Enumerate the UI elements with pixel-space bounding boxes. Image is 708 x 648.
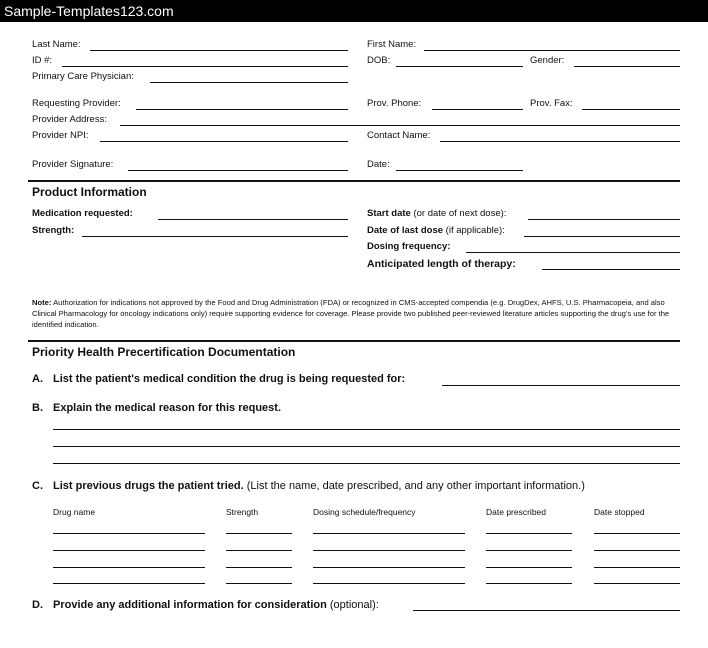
drug-table-cell[interactable] [53, 567, 205, 568]
section-divider-2 [28, 340, 680, 342]
col-date-prescribed: Date prescribed [486, 507, 547, 517]
drug-table-cell[interactable] [226, 583, 292, 584]
drug-table-cell[interactable] [226, 550, 292, 551]
drug-table-cell[interactable] [486, 550, 572, 551]
question-d-text [53, 599, 379, 611]
product-info-heading: Product Information [32, 185, 147, 199]
strength-label: Strength: [32, 225, 75, 236]
therapy-length-label: Anticipated length of therapy: [367, 258, 516, 270]
strength-field[interactable] [82, 236, 348, 237]
requesting-provider-label: Requesting Provider: [32, 98, 121, 109]
note-text: Authorization for indications not approved by the Food and Drug Administration (FDA) or recognized in CMS-accepted compendia (e.g. DrugDex, AHFS, U.S. Pharmacopeia, and also Clinical Pharmacology for oncology indications only) require supporting evidence for coverage. Please provide two published peer-reviewed literature articles supporting the drug's use for the identified indication. [32, 298, 670, 329]
requesting-provider-field[interactable] [136, 109, 348, 110]
provider-phone-field[interactable] [432, 109, 523, 110]
drug-table-cell[interactable] [313, 533, 465, 534]
site-banner: Sample-Templates123.com [0, 0, 708, 22]
gender-field[interactable] [574, 66, 680, 67]
provider-address-field[interactable] [120, 125, 680, 126]
question-b-letter: B. [32, 402, 43, 414]
col-dosing: Dosing schedule/frequency [313, 507, 416, 517]
question-b-line-3[interactable] [53, 463, 680, 464]
question-d-field[interactable] [413, 610, 680, 611]
question-b-line-1[interactable] [53, 429, 680, 430]
first-name-label: First Name: [367, 39, 417, 50]
start-date-bold: Start date [367, 208, 411, 219]
form-page [0, 22, 708, 648]
last-name-label: Last Name: [32, 39, 81, 50]
pcp-label: Primary Care Physician: [32, 71, 134, 82]
start-date-rest: (or date of next dose): [410, 208, 507, 219]
provider-fax-label: Prov. Fax: [530, 98, 573, 109]
question-d-main: Provide any additional information for consideration [53, 599, 327, 611]
provider-fax-field[interactable] [582, 109, 680, 110]
last-dose-rest: (if applicable): [443, 225, 505, 236]
question-c-main: List previous drugs the patient tried. [53, 480, 244, 492]
last-dose-label [367, 225, 505, 236]
start-date-field[interactable] [528, 219, 680, 220]
id-field[interactable] [62, 66, 348, 67]
drug-table-cell[interactable] [226, 533, 292, 534]
dosing-frequency-field[interactable] [466, 252, 680, 253]
medication-label: Medication requested: [32, 208, 133, 219]
question-c-sub: (List the name, date prescribed, and any other important information.) [243, 480, 585, 492]
question-a-text: List the patient's medical condition the drug is being requested for: [53, 373, 406, 385]
last-dose-bold: Date of last dose [367, 225, 444, 236]
drug-table-cell[interactable] [53, 583, 205, 584]
start-date-label [367, 208, 506, 219]
question-d-letter: D. [32, 599, 43, 611]
dosing-frequency-label: Dosing frequency: [367, 241, 451, 252]
drug-table-cell[interactable] [486, 583, 572, 584]
col-date-stopped: Date stopped [594, 507, 645, 517]
therapy-length-field[interactable] [542, 269, 680, 270]
provider-signature-label: Provider Signature: [32, 159, 114, 170]
last-name-field[interactable] [90, 50, 348, 51]
drug-table-cell[interactable] [53, 550, 205, 551]
drug-table-cell[interactable] [486, 533, 572, 534]
drug-table-cell[interactable] [594, 533, 680, 534]
question-c-letter: C. [32, 480, 43, 492]
dob-label: DOB: [367, 55, 391, 66]
question-b-line-2[interactable] [53, 446, 680, 447]
provider-npi-field[interactable] [100, 141, 348, 142]
contact-name-label: Contact Name: [367, 130, 431, 141]
question-a-letter: A. [32, 373, 43, 385]
section-divider [28, 180, 680, 182]
provider-signature-field[interactable] [128, 170, 348, 171]
question-a-field[interactable] [442, 385, 680, 386]
date-label: Date: [367, 159, 390, 170]
drug-table-cell[interactable] [226, 567, 292, 568]
gender-label: Gender: [530, 55, 565, 66]
note-label: Note: [32, 298, 52, 307]
drug-table-cell[interactable] [594, 583, 680, 584]
pcp-field[interactable] [150, 82, 348, 83]
provider-phone-label: Prov. Phone: [367, 98, 422, 109]
col-strength: Strength [226, 507, 259, 517]
drug-table-cell[interactable] [486, 567, 572, 568]
question-c-text [53, 480, 585, 492]
contact-name-field[interactable] [440, 141, 680, 142]
drug-table-cell[interactable] [53, 533, 205, 534]
last-dose-field[interactable] [524, 236, 680, 237]
date-field[interactable] [396, 170, 523, 171]
drug-table-cell[interactable] [313, 583, 465, 584]
question-d-sub: (optional): [326, 599, 379, 611]
drug-table-cell[interactable] [594, 567, 680, 568]
dob-field[interactable] [396, 66, 523, 67]
drug-table-cell[interactable] [313, 550, 465, 551]
first-name-field[interactable] [424, 50, 680, 51]
drug-table-cell[interactable] [594, 550, 680, 551]
id-label: ID #: [32, 55, 53, 66]
drug-table-cell[interactable] [313, 567, 465, 568]
note-paragraph [32, 297, 680, 330]
question-b-text: Explain the medical reason for this request. [53, 402, 282, 414]
provider-npi-label: Provider NPI: [32, 130, 89, 141]
precert-heading: Priority Health Precertification Documentation [32, 345, 296, 359]
provider-address-label: Provider Address: [32, 114, 107, 125]
col-drug-name: Drug name [53, 507, 96, 517]
medication-field[interactable] [158, 219, 348, 220]
